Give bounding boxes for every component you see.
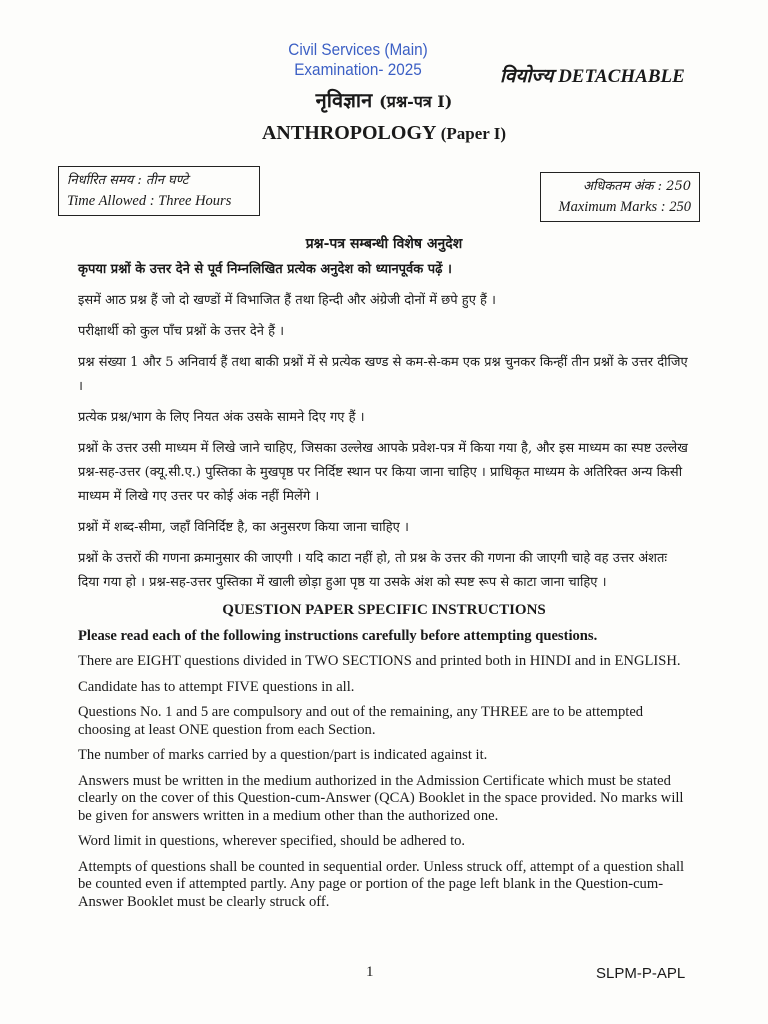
hindi-instruction-item: प्रत्येक प्रश्न/भाग के लिए नियत अंक उसके सामने दिए गए हैं । <box>78 410 365 425</box>
time-allowed-box <box>58 166 260 216</box>
hindi-instructions <box>78 232 690 602</box>
hindi-instructions-lead: कृपया प्रश्नों के उत्तर देने से पूर्व निम्नलिखित प्रत्येक अनुदेश को ध्यानपूर्वक पढ़ें । <box>78 262 452 277</box>
hindi-instruction-item: प्रश्नों के उत्तरों की गणना क्रमानुसार की जाएगी । यदि काटा नहीं हो, तो प्रश्न के उत्तर की गणना की जाएगी चाहे वह उत्तर अंशतः दिया गया हो । प्रश्न-सह-उत्तर पुस्तिका में खाली छोड़ा हुआ पृष्ठ या उसके अंश को स्पष्ट रूप से काटा जाना चाहिए । <box>78 551 668 590</box>
detachable-label: वियोज्य DETACHABLE <box>500 66 685 87</box>
time-allowed-hindi: निर्धारित समय : तीन घण्टे <box>67 173 189 188</box>
english-instruction-item: There are EIGHT questions divided in TWO SECTIONS and printed both in HINDI and in ENGLISH. <box>78 653 681 669</box>
hindi-instruction-item: इसमें आठ प्रश्न हैं जो दो खण्डों में विभाजित हैं तथा हिन्दी और अंग्रेजी दोनों में छपे हुए हैं । <box>78 293 496 308</box>
maximum-marks-box <box>540 172 700 222</box>
hindi-instruction-item: परीक्षार्थी को कुल पाँच प्रश्नों के उत्तर देने हैं । <box>78 324 285 339</box>
paper-code: SLPM-P-APL <box>596 965 686 982</box>
hindi-instruction-item: प्रश्नों में शब्द-सीमा, जहाँ विनिर्दिष्ट है, का अनुसरण किया जाना चाहिए । <box>78 520 409 535</box>
stamp-line-2: Examination- 2025 <box>294 60 422 79</box>
english-instructions-lead: Please read each of the following instructions carefully before attempting questions. <box>78 627 598 644</box>
english-instruction-item: Attempts of questions shall be counted in sequential order. Unless struck off, attempt of a question shall be counted even if attempted partly. Any page or portion of the page left blank in the Question-cum-Answer Booklet must be clearly struck off. <box>78 858 685 910</box>
english-instructions <box>78 602 690 919</box>
english-instruction-item: Candidate has to attempt FIVE questions in all. <box>78 678 355 695</box>
title-english-sub: (Paper I) <box>440 124 507 143</box>
english-instruction-item: Answers must be written in the medium authorized in the Admission Certificate which must be stated clearly on the cover of this Question-cum-Answer (QCA) Booklet in the space provided. No marks will be given for answers written in a medium other than the authorized one. <box>78 772 684 824</box>
page-number: 1 <box>366 964 374 980</box>
title-hindi-main: नृविज्ञान <box>315 88 373 112</box>
title-hindi-sub: (प्रश्न-पत्र I) <box>379 92 453 111</box>
hindi-instruction-item: प्रश्न संख्या 1 और 5 अनिवार्य हैं तथा बाकी प्रश्नों में से प्रत्येक खण्ड से कम-से-कम एक प्रश्न चुनकर किन्हीं तीन प्रश्नों के उत्तर दीजिए । <box>78 355 688 394</box>
english-instructions-heading: QUESTION PAPER SPECIFIC INSTRUCTIONS <box>222 602 546 618</box>
hindi-instructions-heading: प्रश्न-पत्र सम्बन्धी विशेष अनुदेश <box>305 236 463 252</box>
exam-stamp <box>277 40 439 80</box>
english-instruction-item: The number of marks carried by a question/part is indicated against it. <box>78 747 488 763</box>
stamp-line-1: Civil Services (Main) <box>288 40 428 59</box>
maximum-marks-english: Maximum Marks : 250 <box>558 199 691 215</box>
paper-title-english <box>0 122 768 145</box>
english-instruction-item: Word limit in questions, wherever specified, should be adhered to. <box>78 833 466 849</box>
hindi-instruction-item: प्रश्नों के उत्तर उसी माध्यम में लिखे जाने चाहिए, जिसका उल्लेख आपके प्रवेश-पत्र में किया गया है, और इस माध्यम का स्पष्ट उल्लेख प्रश्न-सह-उत्तर (क्यू.सी.ए.) पुस्तिका के मुखपृष्ठ पर निर्दिष्ट स्थान पर किया जाना चाहिए । प्राधिकृत माध्यम के अतिरिक्त अन्य किसी माध्यम में लिखे गए उत्तर पर कोई अंक नहीं मिलेंगे । <box>78 441 688 504</box>
english-instruction-item: Questions No. 1 and 5 are compulsory and out of the remaining, any THREE are to be attempted choosing at least ONE question from each Section. <box>78 704 644 738</box>
time-allowed-english: Time Allowed : Three Hours <box>67 193 232 209</box>
maximum-marks-hindi: अधिकतम अंक : 250 <box>583 179 691 194</box>
paper-title-hindi <box>0 86 768 113</box>
title-english-main: ANTHROPOLOGY <box>261 122 436 144</box>
